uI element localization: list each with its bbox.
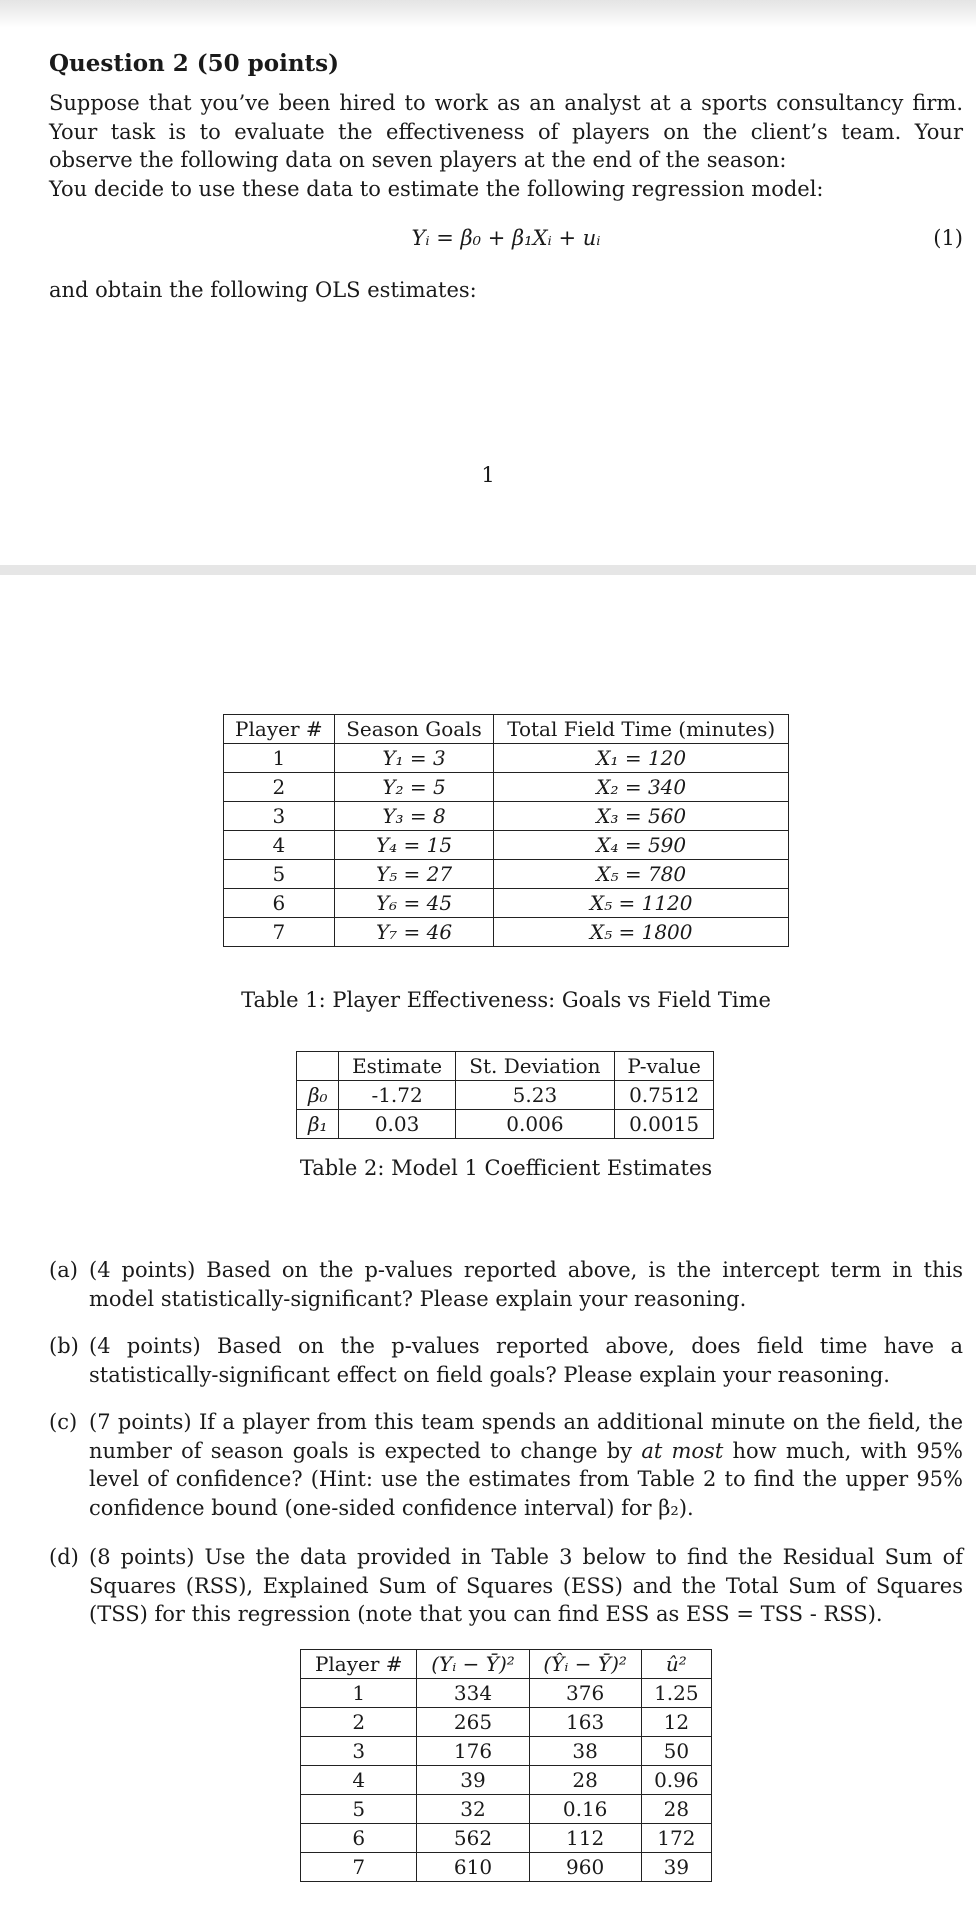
intro-paragraph: Suppose that you’ve been hired to work as an analyst at a sports consultancy firm. Your task is to evaluate the effectiveness of players on the client’s team. Your observe the following data on seven players at the end of the season: <box>49 91 963 172</box>
table-row <box>297 1110 714 1139</box>
table-cell: 4 <box>301 1766 417 1795</box>
table-cell: 28 <box>529 1766 641 1795</box>
table-cell: Y₇ = 46 <box>334 918 494 947</box>
table-cell: 39 <box>417 1766 529 1795</box>
table-cell: Y₆ = 45 <box>334 889 494 918</box>
table-header-row <box>297 1052 714 1081</box>
table-row <box>301 1795 712 1824</box>
page-separator <box>0 565 976 575</box>
table-cell: 0.006 <box>455 1110 614 1139</box>
question-label: (c) <box>49 1410 78 1434</box>
question-label: (d) <box>49 1545 79 1569</box>
question-text-part: how much, with 95% level of confidence? (Hint: use the estimates from Table 2 to find the upper 95% confidence bound (one-sided confidence interval) for β₂). <box>89 1438 964 1520</box>
table-cell: Y₃ = 8 <box>334 802 494 831</box>
table-header-cell: û² <box>641 1650 711 1679</box>
table-cell: 1 <box>224 744 335 773</box>
table-row <box>301 1824 712 1853</box>
question-a <box>49 1256 963 1313</box>
table-cell: 12 <box>641 1708 711 1737</box>
equation-number: (1) <box>933 226 963 250</box>
table-cell: -1.72 <box>339 1081 455 1110</box>
table-cell: 112 <box>529 1824 641 1853</box>
table-cell: X₁ = 120 <box>494 744 789 773</box>
table-cell: 163 <box>529 1708 641 1737</box>
table-cell: 0.96 <box>641 1766 711 1795</box>
table-cell: 6 <box>301 1824 417 1853</box>
question-text: (8 points) Use the data provided in Table 3 below to find the Residual Sum of Squares (RSS), Explained Sum of Squares (ESS) and the Total Sum of Squares (TSS) for this regression (note that you can find ESS as ESS = TSS - RSS). <box>89 1545 963 1626</box>
table-cell: 6 <box>224 889 335 918</box>
table-cell: 50 <box>641 1737 711 1766</box>
player-data-table <box>223 714 789 947</box>
regression-equation: Yᵢ = β₀ + β₁Xᵢ + uᵢ <box>411 226 601 250</box>
table-cell: X₂ = 340 <box>494 773 789 802</box>
table-row <box>224 860 789 889</box>
table-cell: 960 <box>529 1853 641 1882</box>
table-cell: 3 <box>301 1737 417 1766</box>
table-row <box>224 889 789 918</box>
table-cell: Y₄ = 15 <box>334 831 494 860</box>
coefficient-table <box>296 1051 714 1139</box>
table-cell: 4 <box>224 831 335 860</box>
table-cell: 1.25 <box>641 1679 711 1708</box>
table-cell: 3 <box>224 802 335 831</box>
table-cell: 610 <box>417 1853 529 1882</box>
question-b <box>49 1332 963 1389</box>
table-cell: 562 <box>417 1824 529 1853</box>
table-cell: 38 <box>529 1737 641 1766</box>
table-cell: 0.16 <box>529 1795 641 1824</box>
table-row <box>301 1679 712 1708</box>
table-row <box>224 773 789 802</box>
page-top-shadow <box>0 0 976 28</box>
question-c <box>49 1408 963 1522</box>
table-cell: Y₂ = 5 <box>334 773 494 802</box>
table-header-cell: (Yᵢ − Ȳ)² <box>417 1650 529 1679</box>
table-cell: 176 <box>417 1737 529 1766</box>
question-label: (a) <box>49 1258 78 1282</box>
ols-sentence: and obtain the following OLS estimates: <box>49 278 477 302</box>
table-cell: β₀ <box>297 1081 339 1110</box>
sum-of-squares-table <box>300 1649 712 1882</box>
table-row <box>301 1766 712 1795</box>
table-cell: 0.7512 <box>615 1081 714 1110</box>
table-cell: β₁ <box>297 1110 339 1139</box>
table-header-cell: Player # <box>224 715 335 744</box>
table-header-cell <box>297 1052 339 1081</box>
table-header-cell: Total Field Time (minutes) <box>494 715 789 744</box>
question-emphasis: at most <box>641 1438 724 1463</box>
table-row <box>224 802 789 831</box>
table-cell: Y₅ = 27 <box>334 860 494 889</box>
table-row <box>224 918 789 947</box>
table-cell: 172 <box>641 1824 711 1853</box>
table-cell: 0.0015 <box>615 1110 714 1139</box>
table-cell: 7 <box>301 1853 417 1882</box>
question-text-part: (7 points) If a player from this team spends an additional minute on the field, the number of season goals is expected to change by <box>89 1410 963 1463</box>
table-cell: 32 <box>417 1795 529 1824</box>
table-cell: 28 <box>641 1795 711 1824</box>
table-cell: 5.23 <box>455 1081 614 1110</box>
table-header-row <box>301 1650 712 1679</box>
table-cell: 2 <box>224 773 335 802</box>
page-number: 1 <box>481 463 495 487</box>
table-cell: 7 <box>224 918 335 947</box>
question-d <box>49 1543 963 1629</box>
table-cell: X₅ = 1800 <box>494 918 789 947</box>
table-header-row <box>224 715 789 744</box>
table-cell: 2 <box>301 1708 417 1737</box>
table-cell: X₅ = 1120 <box>494 889 789 918</box>
table-header-cell: (Ŷᵢ − Ȳ)² <box>529 1650 641 1679</box>
question-text: (4 points) Based on the p-values reported above, does field time have a statistically-significant effect on field goals? Please explain your reasoning. <box>89 1334 963 1387</box>
question-label: (b) <box>49 1334 79 1358</box>
table-cell: 39 <box>641 1853 711 1882</box>
table-cell: Y₁ = 3 <box>334 744 494 773</box>
table-header-cell: St. Deviation <box>455 1052 614 1081</box>
regression-equation-line <box>49 226 963 256</box>
table-row <box>301 1708 712 1737</box>
table-row <box>301 1737 712 1766</box>
table-row <box>224 744 789 773</box>
table1-caption: Table 1: Player Effectiveness: Goals vs Field Time <box>241 988 771 1012</box>
table-header-cell: Season Goals <box>334 715 494 744</box>
table-header-cell: P-value <box>615 1052 714 1081</box>
table-cell: X₃ = 560 <box>494 802 789 831</box>
table-cell: X₅ = 780 <box>494 860 789 889</box>
table-cell: 376 <box>529 1679 641 1708</box>
table-header-cell: Estimate <box>339 1052 455 1081</box>
question-text: (4 points) Based on the p-values reported above, is the intercept term in this model statistically-significant? Please explain your reasoning. <box>89 1258 963 1311</box>
table-row <box>301 1853 712 1882</box>
question-text <box>89 1408 963 1522</box>
table-cell: 265 <box>417 1708 529 1737</box>
table-row <box>297 1081 714 1110</box>
table-cell: 0.03 <box>339 1110 455 1139</box>
table-row <box>224 831 789 860</box>
table2-caption: Table 2: Model 1 Coefficient Estimates <box>299 1156 713 1180</box>
question-heading: Question 2 (50 points) <box>49 50 340 77</box>
table-cell: 5 <box>301 1795 417 1824</box>
table-cell: 1 <box>301 1679 417 1708</box>
table-cell: 5 <box>224 860 335 889</box>
model-sentence: You decide to use these data to estimate the following regression model: <box>49 177 824 201</box>
table-cell: X₄ = 590 <box>494 831 789 860</box>
table-header-cell: Player # <box>301 1650 417 1679</box>
table-cell: 334 <box>417 1679 529 1708</box>
